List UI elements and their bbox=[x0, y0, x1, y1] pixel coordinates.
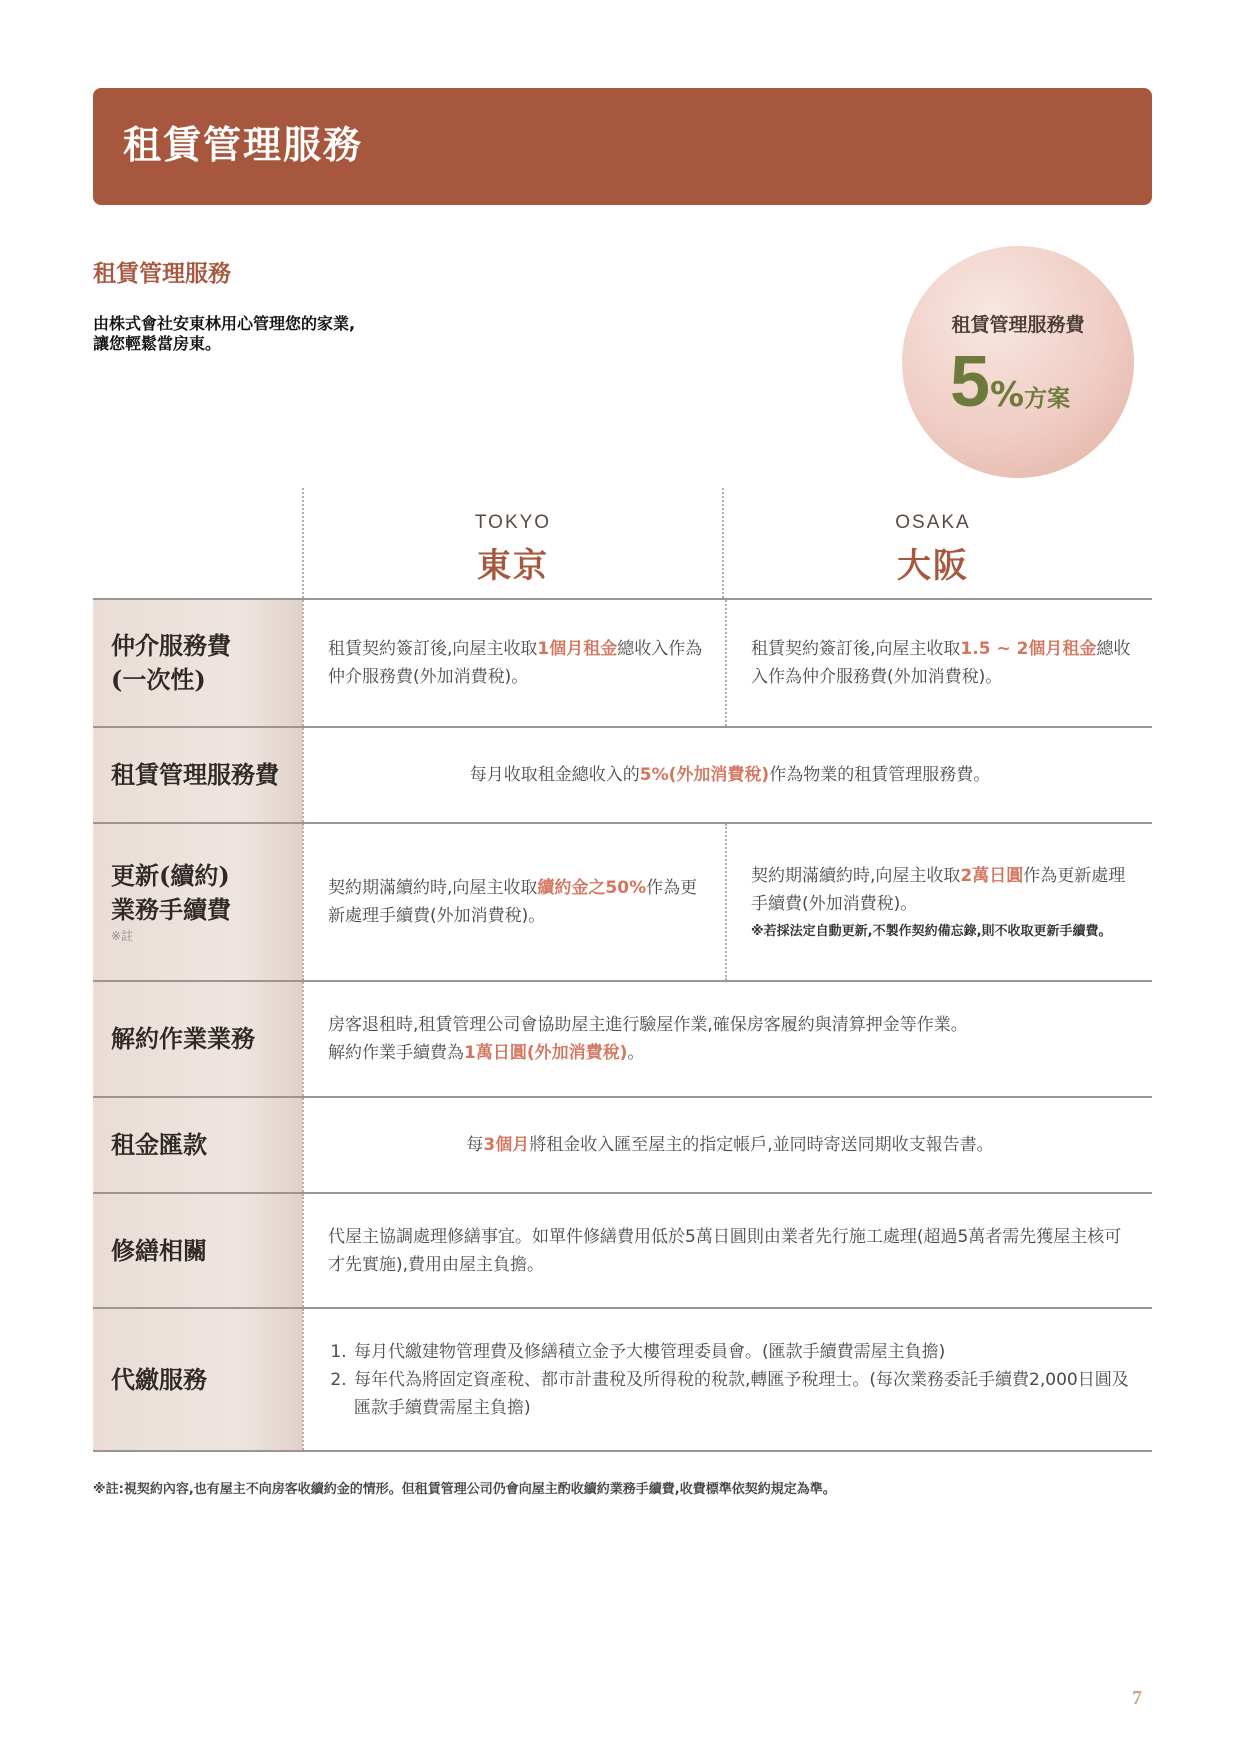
cell-text: 房客退租時,租賃管理公司會協助屋主進行驗屋作業,確保房客履約與清算押金等作業。 bbox=[328, 1015, 968, 1035]
intro-line: 由株式會社安東林用心管理您的家業, bbox=[93, 314, 356, 333]
repair-cell: 代屋主協調處理修繕事宜。如單件修繕費用低於5萬日圓則由業者先行施工處理(超過5萬者需先獲屋主核可才先實施),費用由屋主負擔。 bbox=[303, 1193, 1152, 1308]
city-name-zh: 大阪 bbox=[897, 546, 969, 586]
plan-suffix: 方案 bbox=[1024, 386, 1071, 412]
plan-value bbox=[950, 342, 1070, 422]
termination-cell bbox=[303, 981, 1152, 1097]
banner-title: 租賃管理服務 bbox=[123, 123, 364, 167]
highlight-text: 1萬日圓(外加消費稅) bbox=[464, 1043, 628, 1063]
row-label-line: 業務手續費 bbox=[111, 895, 231, 924]
row-label: 租賃管理服務費 bbox=[93, 727, 303, 823]
table-row-management bbox=[93, 727, 1152, 823]
table-row-payment bbox=[93, 1308, 1152, 1451]
cell-text: 將租金收入匯至屋主的指定帳戶,並同時寄送同期收支報告書。 bbox=[529, 1135, 994, 1155]
footnote: ※註:視契約內容,也有屋主不向房客收續約金的情形。但租賃管理公司仍會向屋主酌收續約業務手續費,收費標準依契約規定為準。 bbox=[93, 1482, 836, 1497]
table-row-repair bbox=[93, 1193, 1152, 1308]
osaka-cell bbox=[726, 823, 1152, 981]
cell-text: 每月收取租金總收入的 bbox=[469, 765, 640, 785]
plan-badge bbox=[902, 246, 1134, 478]
payment-cell bbox=[303, 1308, 1152, 1451]
highlight-text: 3個月 bbox=[483, 1135, 530, 1155]
table-row-renewal bbox=[93, 823, 1152, 981]
payment-list bbox=[328, 1338, 1132, 1422]
highlight-text: 1個月租金 bbox=[537, 639, 618, 659]
column-header-tokyo bbox=[303, 512, 723, 587]
highlight-text: 續約金之50% bbox=[537, 878, 647, 898]
highlight-text: 5%(外加消費稅) bbox=[639, 765, 770, 785]
osaka-cell bbox=[726, 599, 1152, 727]
tokyo-cell bbox=[303, 599, 726, 727]
cell-text: 作為物業的租賃管理服務費。 bbox=[769, 765, 991, 785]
list-item: 2. 每年代為將固定資產稅、都市計畫稅及所得稅的稅款,轉匯予稅理士。(每次業務委託手續費2,000日圓及匯款手續費需屋主負擔) bbox=[352, 1366, 1132, 1422]
remittance-cell bbox=[303, 1097, 1152, 1193]
highlight-text: 1.5 ~ 2個月租金 bbox=[960, 639, 1097, 659]
table-row-termination bbox=[93, 981, 1152, 1097]
row-label: 租金匯款 bbox=[93, 1097, 303, 1193]
plan-label: 租賃管理服務費 bbox=[951, 314, 1085, 336]
cell-text: 。 bbox=[627, 1043, 645, 1063]
city-name-en: TOKYO bbox=[474, 512, 552, 533]
cell-text: 租賃契約簽訂後,向屋主收取 bbox=[751, 639, 961, 659]
row-label-note: ※註 bbox=[111, 929, 134, 943]
section-heading: 租賃管理服務 bbox=[93, 261, 231, 287]
page-number: 7 bbox=[1132, 1687, 1142, 1709]
intro-line: 讓您輕鬆當房東。 bbox=[93, 334, 222, 353]
cell-note: ※若採法定自動更新,不製作契約備忘錄,則不收取更新手續費。 bbox=[751, 924, 1112, 939]
management-cell bbox=[303, 727, 1152, 823]
table-row-remittance bbox=[93, 1097, 1152, 1193]
cell-text: 總收入作為仲介服務費(外加消費稅)。 bbox=[328, 639, 703, 687]
row-label: 修繕相關 bbox=[93, 1193, 303, 1308]
plan-number: 5 bbox=[950, 342, 991, 422]
cell-text: 作為更新處理手續費(外加消費稅)。 bbox=[751, 866, 1126, 914]
row-label: 解約作業業務 bbox=[93, 981, 303, 1097]
city-name-en: OSAKA bbox=[895, 512, 971, 533]
cell-text: 契約期滿續約時,向屋主收取 bbox=[751, 866, 961, 886]
cell-text: 租賃契約簽訂後,向屋主收取 bbox=[328, 639, 538, 659]
plan-unit: % bbox=[990, 375, 1025, 415]
fee-table bbox=[93, 598, 1152, 1452]
row-label: 代繳服務 bbox=[93, 1308, 303, 1451]
list-item: 1. 每月代繳建物管理費及修繕積立金予大樓管理委員會。(匯款手續費需屋主負擔) bbox=[352, 1338, 1132, 1366]
row-label-line: (一次性) bbox=[111, 665, 206, 694]
row-label bbox=[93, 823, 303, 981]
row-label bbox=[93, 599, 303, 727]
cell-text: 每 bbox=[466, 1135, 484, 1155]
row-label-line: 更新(續約) bbox=[111, 861, 230, 890]
city-name-zh: 東京 bbox=[477, 546, 549, 586]
intro-text bbox=[93, 314, 355, 354]
tokyo-cell bbox=[303, 823, 726, 981]
cell-text: 作為更新處理手續費(外加消費稅)。 bbox=[328, 878, 698, 926]
header-banner bbox=[93, 88, 1152, 205]
cell-text: 總收入作為仲介服務費(外加消費稅)。 bbox=[751, 639, 1131, 687]
table-row-brokerage bbox=[93, 599, 1152, 727]
cell-text: 契約期滿續約時,向屋主收取 bbox=[328, 878, 538, 898]
column-header-osaka bbox=[723, 512, 1143, 587]
cell-text: 解約作業手續費為 bbox=[328, 1043, 464, 1063]
row-label-line: 仲介服務費 bbox=[111, 631, 231, 660]
highlight-text: 2萬日圓 bbox=[960, 866, 1024, 886]
